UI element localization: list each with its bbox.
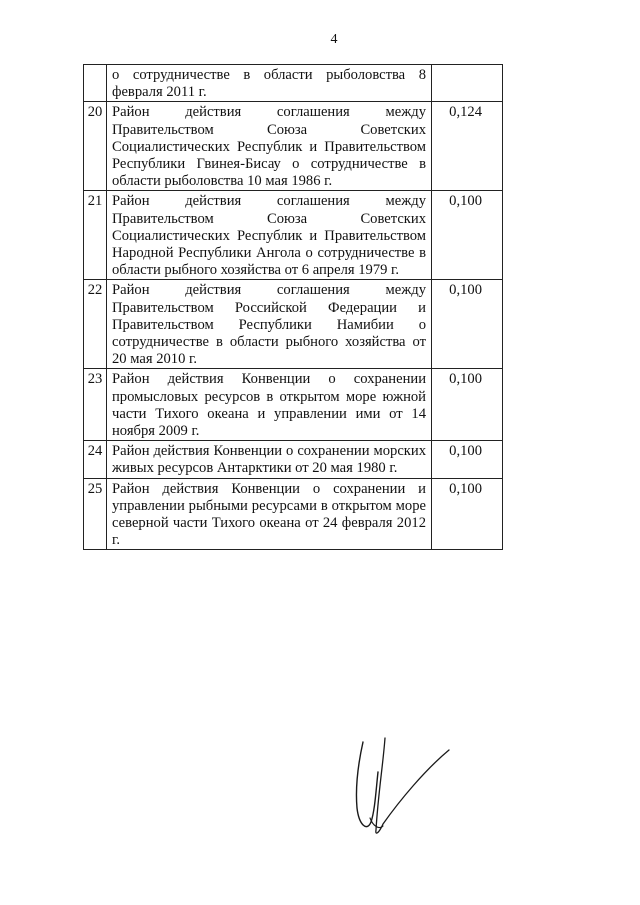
row-description-cell: Район действия Конвенции о сохранении и управлении рыбными ресурсами в открытом море северной части Тихого океана от 24 февраля 2012 г.: [107, 478, 432, 550]
row-number-cell: 25: [84, 478, 107, 550]
table-row: [84, 478, 503, 550]
row-description-cell: Район действия Конвенции о сохранении промысловых ресурсов в открытом море южной части Тихого океана и управлении ими от 14 ноября 2009 г.: [107, 369, 432, 441]
handwritten-signature: [345, 730, 455, 840]
table-row: [84, 441, 503, 478]
row-value-cell: 0,100: [432, 441, 503, 478]
row-description-cell: о сотрудничестве в области рыболовства 8 февраля 2011 г.: [107, 65, 432, 102]
row-description-cell: Район действия соглашения между Правительством Союза Советских Социалистических Республик и Правительством Народной Республики Ангола о сотрудничестве в области рыбного хозяйства от 6 апреля 1979 г.: [107, 191, 432, 280]
table-row: [84, 191, 503, 280]
row-number-cell: [84, 65, 107, 102]
row-value-cell: 0,100: [432, 191, 503, 280]
row-number-cell: 23: [84, 369, 107, 441]
table-row: [84, 102, 503, 191]
row-value-cell: [432, 65, 503, 102]
row-number-cell: 20: [84, 102, 107, 191]
row-description-cell: Район действия соглашения между Правительством Союза Советских Социалистических Республик и Правительством Республики Гвинея-Бисау о сотрудничестве в области рыболовства 10 мая 1986 г.: [107, 102, 432, 191]
row-value-cell: 0,100: [432, 280, 503, 369]
document-table: [83, 64, 503, 550]
row-value-cell: 0,124: [432, 102, 503, 191]
table-row: [84, 369, 503, 441]
row-number-cell: 22: [84, 280, 107, 369]
page-number: 4: [330, 32, 338, 47]
row-description-cell: Район действия соглашения между Правительством Российской Федерации и Правительством Республики Намибии о сотрудничестве в области рыбного хозяйства от 20 мая 2010 г.: [107, 280, 432, 369]
table-row: [84, 280, 503, 369]
row-value-cell: 0,100: [432, 369, 503, 441]
row-number-cell: 21: [84, 191, 107, 280]
row-number-cell: 24: [84, 441, 107, 478]
table-row: [84, 65, 503, 102]
row-description-cell: Район действия Конвенции о сохранении морских живых ресурсов Антарктики от 20 мая 1980 г.: [107, 441, 432, 478]
row-value-cell: 0,100: [432, 478, 503, 550]
